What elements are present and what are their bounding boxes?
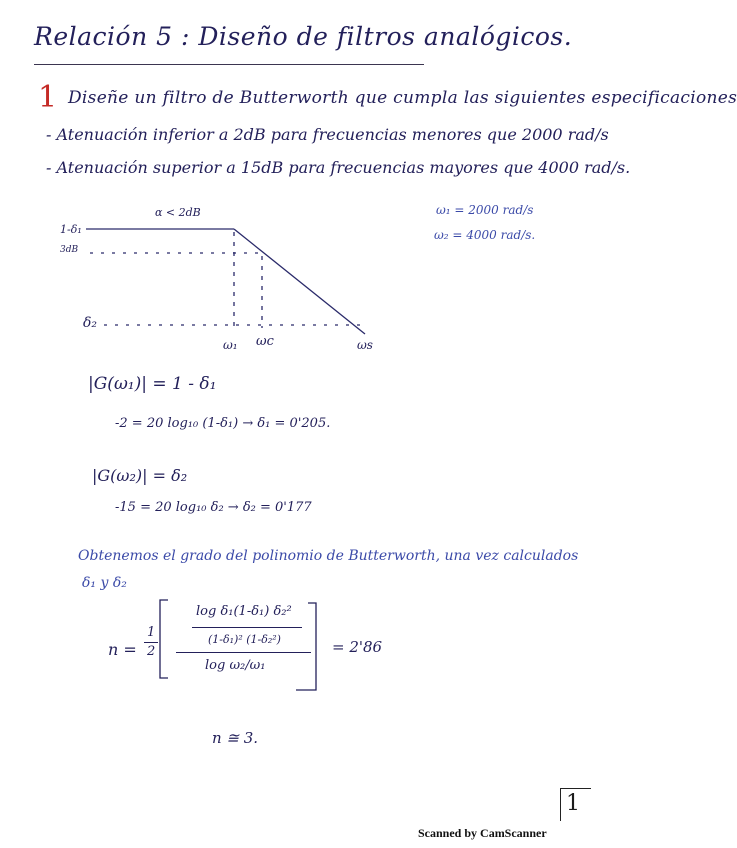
transition-line <box>234 229 365 334</box>
half-fraction-bar <box>144 642 158 643</box>
x-label-w1: ω₁ <box>223 338 238 352</box>
inner-fraction-bar <box>192 627 302 628</box>
order-text-deltas: δ₁ y δ₂ <box>82 575 127 591</box>
specification-1: - Atenuación inferior a 2dB para frecuencias menores que 2000 rad/s <box>46 125 609 144</box>
order-result: = 2'86 <box>332 638 383 656</box>
formula-inner-denominator: (1-δ₁)² (1-δ₂²) <box>208 633 281 646</box>
passband-attenuation-label: α < 2dB <box>155 206 201 219</box>
x-label-wc: ωc <box>256 334 274 349</box>
y-label-one-minus-delta1: 1-δ₁ <box>60 223 82 236</box>
left-bracket <box>160 600 168 678</box>
equation-gain-w1: |G(ω₁)| = 1 - δ₁ <box>88 374 217 394</box>
equation-delta1: -2 = 20 log₁₀ (1-δ₁) → δ₁ = 0'205. <box>115 416 331 431</box>
equation-delta2: -15 = 20 log₁₀ δ₂ → δ₂ = 0'177 <box>115 500 312 515</box>
formula-log-ratio: log ω₂/ω₁ <box>205 658 266 673</box>
order-text: Obtenemos el grado del polinomio de Butterworth, una vez calculados <box>78 548 579 564</box>
main-fraction-bar <box>176 652 311 653</box>
page-title: Relación 5 : Diseño de filtros analógicos. <box>34 22 573 51</box>
problem-statement: Diseñe un filtro de Butterworth que cumpla las siguientes especificaciones <box>68 88 737 108</box>
scanner-watermark: Scanned by CamScanner <box>418 826 547 840</box>
note-w1: ω₁ = 2000 rad/s <box>436 203 534 217</box>
formula-numerator: log δ₁(1-δ₁) δ₂² <box>196 604 292 619</box>
specification-2: - Atenuación superior a 15dB para frecuencias mayores que 4000 rad/s. <box>46 158 631 177</box>
half-denominator: 2 <box>147 644 156 659</box>
y-label-3db: 3dB <box>60 245 79 255</box>
order-n-label: n = <box>108 640 137 659</box>
problem-number: 1 <box>38 80 58 115</box>
x-label-ws: ωs <box>357 338 373 352</box>
equation-gain-w2: |G(ω₂)| = δ₂ <box>92 466 188 485</box>
right-bracket <box>296 603 316 690</box>
order-final: n ≅ 3. <box>212 729 259 747</box>
note-w2: ω₂ = 4000 rad/s. <box>434 228 536 242</box>
page-number: 1 <box>566 791 580 816</box>
half-numerator: 1 <box>147 625 156 640</box>
y-label-delta2: δ₂ <box>83 315 98 331</box>
